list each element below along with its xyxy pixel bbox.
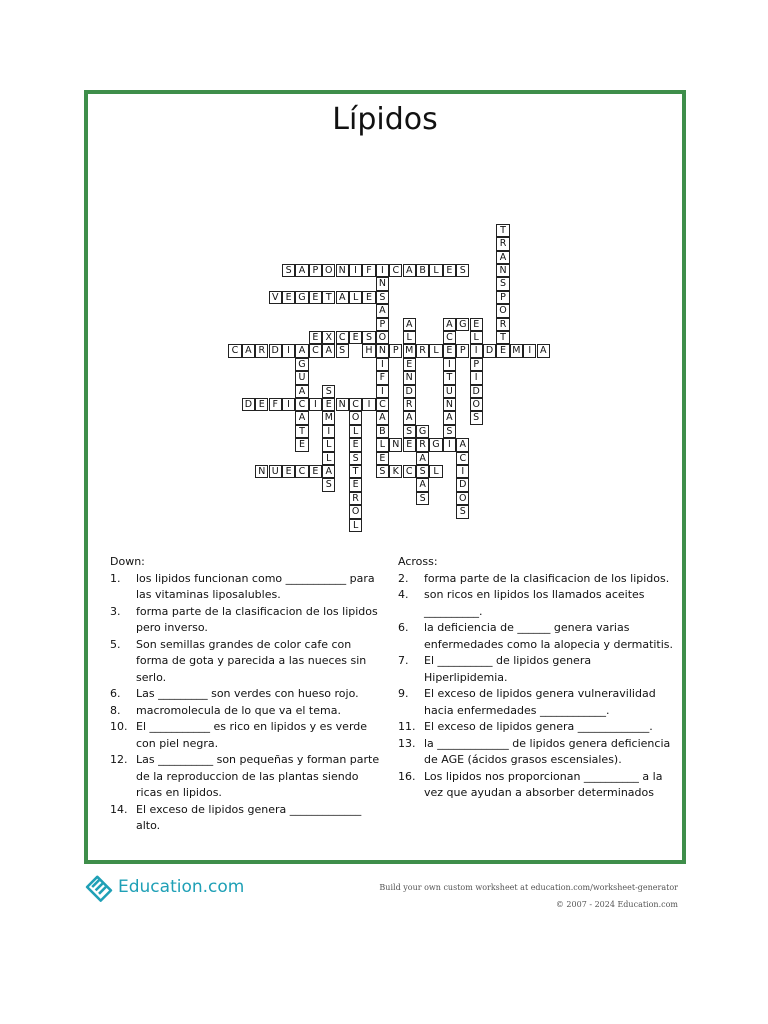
crossword-cell: S <box>416 465 429 478</box>
crossword-cell: T <box>496 331 509 344</box>
crossword-cell: E <box>443 264 456 277</box>
crossword-cell: C <box>309 344 322 357</box>
crossword-cell: M <box>403 344 416 357</box>
crossword-cell: P <box>309 264 322 277</box>
crossword-cell: T <box>322 291 335 304</box>
crossword-cell: S <box>403 425 416 438</box>
crossword-cell: R <box>416 438 429 451</box>
clue-text: forma parte de la clasificacion de los lipidos pero inverso. <box>136 604 378 634</box>
crossword-grid <box>88 94 682 534</box>
crossword-cell: G <box>429 438 442 451</box>
crossword-cell: C <box>228 344 241 357</box>
clue-text: El __________ de lipidos genera Hiperlipidemia. <box>424 654 592 684</box>
crossword-cell: G <box>456 318 469 331</box>
footer-generator-link[interactable]: Build your own custom worksheet at education.com/worksheet-generator <box>379 883 678 892</box>
crossword-cell: D <box>242 398 255 411</box>
crossword-cell: E <box>349 478 362 491</box>
crossword-cell: A <box>295 264 308 277</box>
crossword-cell: E <box>376 452 389 465</box>
crossword-cell: S <box>376 465 389 478</box>
crossword-cell: P <box>470 358 483 371</box>
crossword-cell: D <box>403 385 416 398</box>
crossword-cell: B <box>376 425 389 438</box>
crossword-cell: F <box>362 264 375 277</box>
crossword-cell: L <box>349 425 362 438</box>
crossword-cell: I <box>322 425 335 438</box>
crossword-cell: E <box>309 291 322 304</box>
crossword-cell: S <box>470 411 483 424</box>
crossword-cell: A <box>403 264 416 277</box>
crossword-cell: S <box>456 264 469 277</box>
down-clue <box>110 703 380 720</box>
education-logo[interactable] <box>82 870 244 904</box>
crossword-cell: A <box>295 344 308 357</box>
clue-text: los lipidos funcionan como ___________ para las vitaminas liposalubles. <box>136 571 375 601</box>
crossword-cell: A <box>416 478 429 491</box>
across-clue <box>398 736 678 769</box>
crossword-cell: S <box>416 492 429 505</box>
down-heading: Down: <box>110 555 145 568</box>
crossword-cell: A <box>322 344 335 357</box>
crossword-cell: O <box>470 398 483 411</box>
crossword-cell: P <box>389 344 402 357</box>
down-clue <box>110 637 380 687</box>
down-clues <box>110 554 380 835</box>
crossword-cell: C <box>389 264 402 277</box>
crossword-cell: I <box>282 398 295 411</box>
clue-number: 8. <box>110 703 121 717</box>
crossword-cell: I <box>309 398 322 411</box>
crossword-cell: N <box>376 277 389 290</box>
crossword-cell: L <box>429 465 442 478</box>
across-clue <box>398 587 678 620</box>
crossword-cell: L <box>322 452 335 465</box>
clue-number: 16. <box>398 769 416 783</box>
crossword-cell: E <box>470 318 483 331</box>
crossword-cell: L <box>429 344 442 357</box>
crossword-cell: A <box>416 452 429 465</box>
crossword-cell: I <box>443 438 456 451</box>
crossword-cell: U <box>443 385 456 398</box>
across-clue <box>398 719 678 736</box>
crossword-cell: I <box>349 264 362 277</box>
crossword-cell: E <box>322 398 335 411</box>
crossword-cell: O <box>376 331 389 344</box>
brand-name: Education.com <box>118 877 245 897</box>
crossword-cell: E <box>403 438 416 451</box>
crossword-cell: P <box>376 318 389 331</box>
crossword-cell: M <box>322 411 335 424</box>
crossword-cell: N <box>376 344 389 357</box>
crossword-cell: E <box>349 331 362 344</box>
crossword-cell: U <box>295 371 308 384</box>
crossword-cell: O <box>349 411 362 424</box>
crossword-cell: S <box>456 505 469 518</box>
crossword-cell: L <box>429 264 442 277</box>
crossword-cell: I <box>376 385 389 398</box>
clue-text: son ricos en lipidos los llamados aceites __________. <box>424 588 645 618</box>
crossword-cell: A <box>537 344 550 357</box>
crossword-cell: C <box>336 331 349 344</box>
crossword-cell: C <box>456 452 469 465</box>
crossword-cell: L <box>376 438 389 451</box>
crossword-cell: S <box>349 452 362 465</box>
crossword-cell: D <box>456 478 469 491</box>
crossword-cell: C <box>295 465 308 478</box>
crossword-cell: E <box>496 344 509 357</box>
crossword-cell: N <box>389 438 402 451</box>
crossword-cell: E <box>362 291 375 304</box>
crossword-cell: S <box>362 331 375 344</box>
crossword-cell: R <box>349 492 362 505</box>
crossword-cell: E <box>282 465 295 478</box>
crossword-cell: S <box>376 291 389 304</box>
crossword-cell: O <box>456 492 469 505</box>
crossword-cell: I <box>470 344 483 357</box>
crossword-cell: L <box>470 331 483 344</box>
clue-number: 1. <box>110 571 121 585</box>
crossword-cell: D <box>470 385 483 398</box>
crossword-cell: S <box>443 425 456 438</box>
crossword-cell: V <box>269 291 282 304</box>
clue-text: Los lipidos nos proporcionan __________ a la vez que ayudan a absorber determinados <box>424 769 663 799</box>
crossword-cell: X <box>322 331 335 344</box>
crossword-cell: A <box>443 318 456 331</box>
across-heading: Across: <box>398 555 438 568</box>
crossword-cell: T <box>349 465 362 478</box>
crossword-cell: A <box>403 411 416 424</box>
crossword-cell: A <box>496 251 509 264</box>
down-clue <box>110 686 380 703</box>
crossword-cell: R <box>496 318 509 331</box>
crossword-cell: E <box>309 331 322 344</box>
crossword-cell: O <box>496 304 509 317</box>
clue-text: El exceso de lipidos genera _____________. <box>424 720 653 733</box>
crossword-cell: R <box>255 344 268 357</box>
clue-number: 7. <box>398 654 409 667</box>
crossword-cell: G <box>295 358 308 371</box>
across-clue <box>398 620 678 653</box>
crossword-cell: D <box>269 344 282 357</box>
crossword-cell: I <box>282 344 295 357</box>
down-clue <box>110 802 380 835</box>
clue-number: 14. <box>110 802 128 816</box>
crossword-cell: R <box>416 344 429 357</box>
crossword-cell: S <box>322 385 335 398</box>
crossword-cell: A <box>403 318 416 331</box>
worksheet-title: Lípidos <box>332 102 438 137</box>
pencil-logo-icon <box>82 870 116 904</box>
crossword-cell: N <box>336 264 349 277</box>
crossword-cell: C <box>443 331 456 344</box>
crossword-cell: I <box>362 398 375 411</box>
worksheet-frame <box>84 90 686 864</box>
crossword-cell: G <box>295 291 308 304</box>
clue-number: 6. <box>110 687 121 700</box>
crossword-cell: N <box>255 465 268 478</box>
crossword-cell: H <box>362 344 375 357</box>
across-clue <box>398 571 678 588</box>
clue-text: Las _________ son verdes con hueso rojo. <box>136 687 359 700</box>
crossword-cell: E <box>255 398 268 411</box>
across-clue <box>398 769 678 802</box>
crossword-cell: S <box>322 478 335 491</box>
crossword-cell: M <box>510 344 523 357</box>
crossword-cell: S <box>336 344 349 357</box>
clue-text: la deficiencia de ______ genera varias enfermedades como la alopecia y dermatitis. <box>424 621 674 651</box>
crossword-cell: E <box>443 344 456 357</box>
crossword-cell: O <box>349 505 362 518</box>
crossword-cell: S <box>282 264 295 277</box>
crossword-cell: L <box>349 519 362 532</box>
crossword-cell: A <box>376 304 389 317</box>
crossword-cell: N <box>403 371 416 384</box>
crossword-cell: A <box>443 411 456 424</box>
crossword-cell: A <box>336 291 349 304</box>
crossword-cell: A <box>295 411 308 424</box>
down-clue <box>110 752 380 802</box>
across-clue <box>398 653 678 686</box>
crossword-cell: A <box>376 411 389 424</box>
crossword-cell: A <box>295 385 308 398</box>
crossword-cell: F <box>269 398 282 411</box>
crossword-cell: B <box>416 264 429 277</box>
crossword-cell: T <box>443 371 456 384</box>
footer-copyright: © 2007 - 2024 Education.com <box>555 900 678 909</box>
crossword-cell: E <box>282 291 295 304</box>
crossword-cell: T <box>295 425 308 438</box>
crossword-cell: L <box>403 331 416 344</box>
crossword-cell: I <box>470 371 483 384</box>
crossword-cell: I <box>443 358 456 371</box>
crossword-cell: E <box>349 438 362 451</box>
clue-text: Las __________ son pequeñas y forman parte de la reproduccion de las plantas siendo ricas en lipidos. <box>136 753 380 799</box>
crossword-cell: O <box>322 264 335 277</box>
crossword-cell: D <box>483 344 496 357</box>
crossword-cell: C <box>376 398 389 411</box>
across-clues <box>398 554 678 802</box>
crossword-cell: I <box>376 264 389 277</box>
crossword-cell: A <box>456 438 469 451</box>
crossword-cell: R <box>496 237 509 250</box>
crossword-cell: G <box>416 425 429 438</box>
down-clue <box>110 719 380 752</box>
clue-number: 5. <box>110 637 121 651</box>
down-clue <box>110 604 380 637</box>
across-clue <box>398 686 678 719</box>
crossword-cell: I <box>523 344 536 357</box>
clue-text: la _____________ de lipidos genera deficiencia de AGE (ácidos grasos escensiales). <box>424 736 671 766</box>
clue-number: 2. <box>398 571 409 585</box>
clue-number: 3. <box>110 604 121 618</box>
crossword-cell: S <box>496 277 509 290</box>
clue-text: El exceso de lipidos genera _____________ alto. <box>136 802 362 832</box>
crossword-cell: U <box>269 465 282 478</box>
clue-text: Son semillas grandes de color cafe con forma de gota y parecida a las nueces sin serlo. <box>136 637 367 684</box>
crossword-cell: C <box>403 465 416 478</box>
crossword-cell: P <box>496 291 509 304</box>
clue-number: 11. <box>398 720 416 733</box>
crossword-cell: N <box>336 398 349 411</box>
crossword-cell: I <box>456 465 469 478</box>
clue-number: 10. <box>110 720 128 733</box>
crossword-cell: C <box>349 398 362 411</box>
clue-number: 13. <box>398 736 416 750</box>
crossword-cell: A <box>322 465 335 478</box>
crossword-cell: K <box>389 465 402 478</box>
crossword-cell: A <box>242 344 255 357</box>
crossword-cell: T <box>496 224 509 237</box>
crossword-cell: E <box>403 358 416 371</box>
clue-text: forma parte de la clasificacion de los lipidos. <box>424 571 670 585</box>
crossword-cell: I <box>376 358 389 371</box>
clue-number: 12. <box>110 753 128 766</box>
clue-text: El exceso de lipidos genera vulneravilidad hacia enfermedades ____________. <box>424 687 656 717</box>
down-clue <box>110 571 380 604</box>
clue-text: El ___________ es rico en lipidos y es verde con piel negra. <box>136 720 368 750</box>
clue-number: 9. <box>398 687 409 700</box>
clue-number: 6. <box>398 621 409 634</box>
crossword-cell: P <box>456 344 469 357</box>
crossword-cell: N <box>443 398 456 411</box>
clue-text: macromolecula de lo que va el tema. <box>136 703 341 717</box>
crossword-cell: C <box>295 398 308 411</box>
crossword-cell: E <box>295 438 308 451</box>
crossword-cell: N <box>496 264 509 277</box>
crossword-cell: L <box>322 438 335 451</box>
crossword-cell: E <box>309 465 322 478</box>
crossword-cell: F <box>376 371 389 384</box>
crossword-cell: L <box>349 291 362 304</box>
clue-number: 4. <box>398 588 409 601</box>
crossword-cell: R <box>403 398 416 411</box>
